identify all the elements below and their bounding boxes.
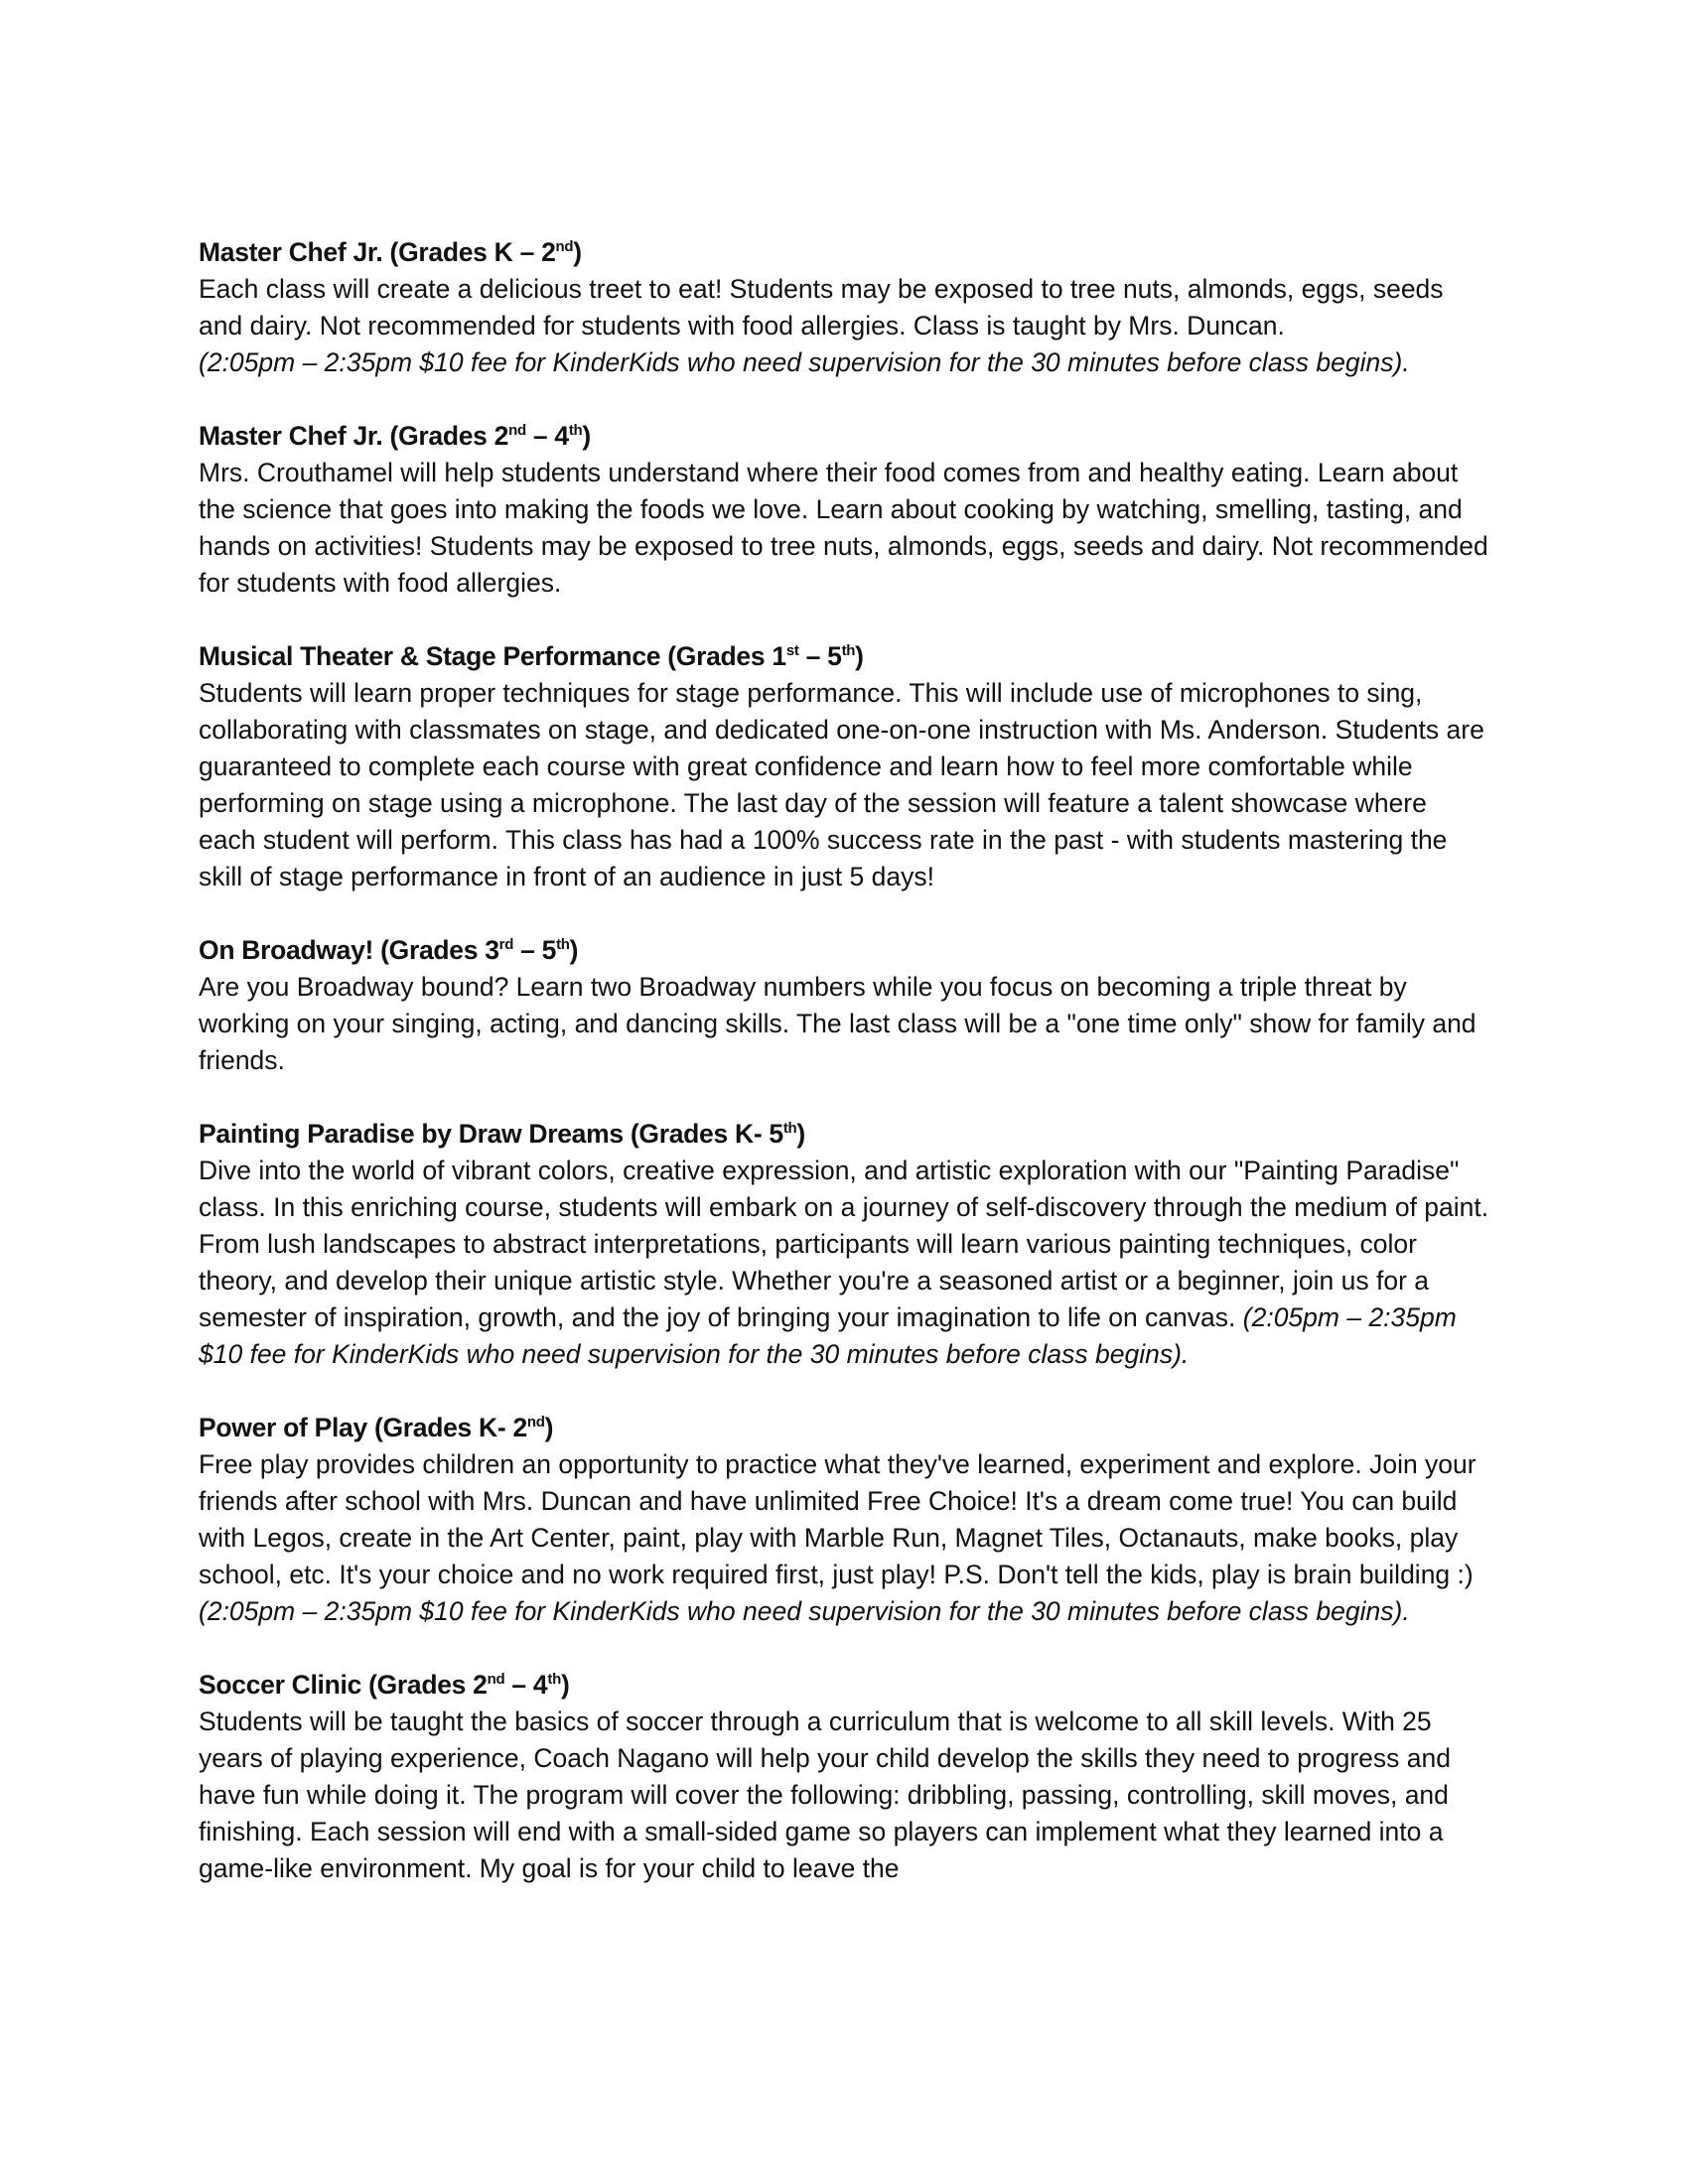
class-section-musical-theater xyxy=(199,638,1489,895)
section-heading: Painting Paradise by Draw Dreams (Grades K- 5th) xyxy=(199,1119,805,1149)
section-heading: Soccer Clinic (Grades 2nd – 4th) xyxy=(199,1670,570,1700)
document-page xyxy=(199,234,1489,1924)
class-section-master-chef-k2 xyxy=(199,234,1489,381)
class-section-soccer-clinic xyxy=(199,1667,1489,1887)
section-description: Mrs. Crouthamel will help students understand where their food comes from and healthy eating. Learn about the science that goes into making the foods we love. Learn about cooking by watching, smelling, tasting, and hands on activities! Students may be exposed to tree nuts, almonds, eggs, seeds and dairy. Not recommended for students with food allergies. xyxy=(199,458,1488,598)
section-heading: On Broadway! (Grades 3rd – 5th) xyxy=(199,935,579,965)
section-description: Free play provides children an opportunity to practice what they've learned, experiment and explore. Join your friends after school with Mrs. Duncan and have unlimited Free Choice! It's a dream come true! You can build with Legos, create in the Art Center, paint, play with Marble Run, Magnet Tiles, Octanauts, make books, play school, etc. It's your choice and no work required first, just play! P.S. Don't tell the kids, play is brain building :) (2:05pm – 2:35pm $10 fee for KinderKids who need supervision for the 30 minutes before class begins). xyxy=(199,1449,1477,1626)
section-heading: Master Chef Jr. (Grades 2nd – 4th) xyxy=(199,421,591,451)
class-section-power-of-play xyxy=(199,1410,1489,1630)
section-description: Students will learn proper techniques for stage performance. This will include use of microphones to sing, collaborating with classmates on stage, and dedicated one-on-one instruction with Ms. Anderson. Students are guaranteed to complete each course with great confidence and learn how to feel more comfortable while performing on stage using a microphone. The last day of the session will feature a talent showcase where each student will perform. This class has had a 100% success rate in the past - with students mastering the skill of stage performance in front of an audience in just 5 days! xyxy=(199,678,1484,891)
section-description: Are you Broadway bound? Learn two Broadway numbers while you focus on becoming a triple threat by working on your singing, acting, and dancing skills. The last class will be a "one time only" show for family and friends. xyxy=(199,972,1477,1075)
supervision-note: (2:05pm – 2:35pm $10 fee for KinderKids who need supervision for the 30 minutes before class begins). xyxy=(199,1302,1457,1369)
class-section-master-chef-24 xyxy=(199,418,1489,602)
class-section-painting-paradise xyxy=(199,1116,1489,1373)
section-heading: Musical Theater & Stage Performance (Grades 1st – 5th) xyxy=(199,641,864,671)
section-description: Students will be taught the basics of soccer through a curriculum that is welcome to all skill levels. With 25 years of playing experience, Coach Nagano will help your child develop the skills they need to progress and have fun while doing it. The program will cover the following: dribbling, passing, controlling, skill moves, and finishing. Each session will end with a small-sided game so players can implement what they learned into a game-like environment. My goal is for your child to leave the xyxy=(199,1706,1451,1883)
supervision-note: (2:05pm – 2:35pm $10 fee for KinderKids who need supervision for the 30 minutes before class begins). xyxy=(199,347,1410,377)
supervision-note: (2:05pm – 2:35pm $10 fee for KinderKids who need supervision for the 30 minutes before class begins). xyxy=(199,1596,1410,1626)
section-heading: Power of Play (Grades K- 2nd) xyxy=(199,1413,554,1442)
section-heading: Master Chef Jr. (Grades K – 2nd) xyxy=(199,237,582,267)
section-description: Dive into the world of vibrant colors, creative expression, and artistic exploration with our "Painting Paradise" class. In this enriching course, students will embark on a journey of self-discovery through the medium of paint. From lush landscapes to abstract interpretations, participants will learn various painting techniques, color theory, and develop their unique artistic style. Whether you're a seasoned artist or a beginner, join us for a semester of inspiration, growth, and the joy of bringing your imagination to life on canvas. (2:05pm – 2:35pm $10 fee for KinderKids who need supervision for the 30 minutes before class begins). xyxy=(199,1156,1489,1369)
class-section-on-broadway xyxy=(199,932,1489,1079)
section-description: Each class will create a delicious treet to eat! Students may be exposed to tree nuts, almonds, eggs, seeds and dairy. Not recommended for students with food allergies. Class is taught by Mrs. Duncan. (2:05pm – 2:35pm $10 fee for KinderKids who need supervision for the 30 minutes before class begins). xyxy=(199,274,1444,377)
